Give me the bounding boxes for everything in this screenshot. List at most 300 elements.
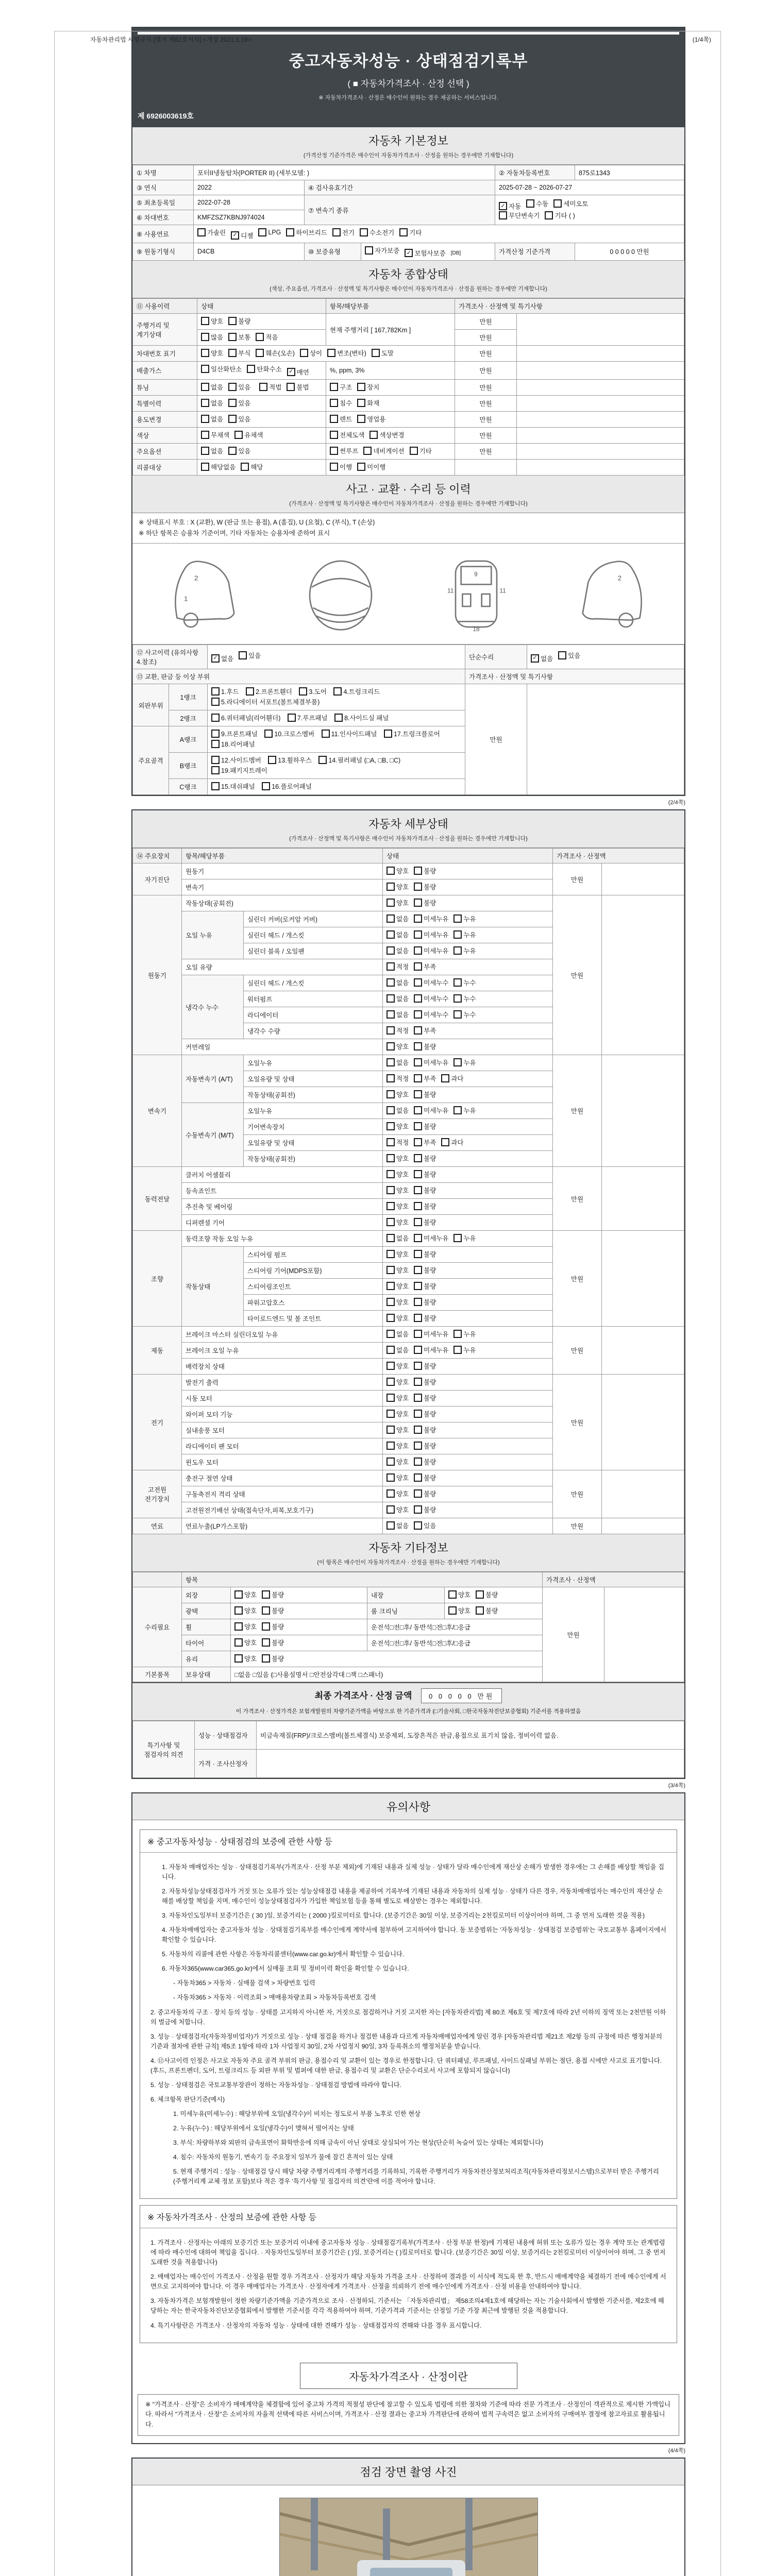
checkbox-option[interactable]: 있음 bbox=[414, 1521, 436, 1530]
checkbox-option[interactable]: 기타 ( ) bbox=[545, 211, 575, 220]
price-col-label: 가격조사 · 산정액 및 특기사항 bbox=[465, 669, 684, 684]
checkbox-option[interactable]: 영업용 bbox=[357, 414, 385, 423]
checkbox-option[interactable]: 없음 bbox=[386, 1521, 409, 1530]
checkbox-option[interactable]: 적정 bbox=[386, 1026, 409, 1035]
checkbox-option[interactable]: 적정 bbox=[386, 1074, 409, 1083]
table-row: 튜닝 없음 있음 적법 불법 구조 장치 만원 bbox=[133, 379, 684, 395]
checkbox-option[interactable]: 양호 bbox=[386, 1377, 409, 1386]
checkbox-option[interactable]: 변조(변타) bbox=[327, 348, 366, 358]
checkbox-option[interactable]: 있음 bbox=[228, 446, 250, 455]
checkbox-option[interactable]: 불법 bbox=[287, 382, 309, 392]
notice-item: 4. ⑫사고이력 인정은 사고로 자동차 주요 골격 부위의 판금, 용접수리 및 교환이 있는 경우로 한정합니다. 단 쿼터패널, 루프패널, 사이드실패널 부위는 절단, 용접 시에만 사고로 표기합니다. (후드, 프론트펜더, 도어, 트렁크리드 등 외판 부위 및 범퍼에 대한 판금, 용접수리 및 교환은 단순수리로서 사고에 포함되지 않습니다) bbox=[150, 2057, 662, 2074]
svg-text:11: 11 bbox=[499, 586, 507, 594]
checkbox-option[interactable]: 7.루프패널 bbox=[288, 713, 328, 722]
table-row: 차대번호 표기 양호 부식 훼손(오손) 상이 변조(변타) 도말 만원 bbox=[133, 346, 684, 362]
notice-item: 4. 자동차매매업자는 중고자동차 성능 · 상태점검기록부를 매수인에게 계약서에 첨부하여 고지하여야 합니다. 동 보증범위는 '자동차성능 · 상태점검 보증범위'는 국토교통부 홈페이지에서 확인할 수 있습니다. bbox=[162, 1926, 666, 1944]
page-mark-2: (2/4쪽) bbox=[668, 800, 685, 806]
checkbox-option[interactable]: ✓ 매연 bbox=[287, 367, 309, 377]
checkbox-option[interactable]: 불량 bbox=[414, 882, 436, 891]
checkbox-option[interactable]: 세미오토 bbox=[553, 199, 588, 208]
checkbox-option[interactable]: 불량 bbox=[262, 1622, 284, 1631]
checkbox-option[interactable]: 불량 bbox=[414, 1505, 436, 1514]
table-row: 오일유량 및 상태 적정 부족 과다 bbox=[133, 1071, 684, 1087]
table-row: 냉각수 누수 실린더 헤드 / 개스킷 없음 미세누수 누수 bbox=[133, 975, 684, 991]
table-row: 리콜대상 해당없음 해당 이행 미이행 bbox=[133, 459, 684, 475]
checkbox-option[interactable]: 유채색 bbox=[234, 430, 263, 439]
checkbox-option[interactable]: 불량 bbox=[414, 1265, 436, 1275]
checkbox-option[interactable]: 자가보증 bbox=[365, 246, 399, 255]
table-row: 특별이력 없음 있음 침수 화재 만원 bbox=[133, 395, 684, 411]
checkbox-option[interactable]: 기타 bbox=[410, 446, 432, 455]
checkbox-option[interactable]: 16.플로어패널 bbox=[262, 782, 312, 791]
reg-no-value: 875로1343 bbox=[575, 165, 684, 180]
checkbox-option[interactable]: 9.프론트패널 bbox=[211, 729, 258, 738]
checkbox-option[interactable]: 5.라디에이터 서포트(볼트체결부품) bbox=[211, 697, 320, 706]
checkbox-option[interactable]: 미세누유 bbox=[414, 1233, 448, 1243]
checkbox-option[interactable]: 없음 bbox=[386, 1345, 409, 1354]
vin-value: KMFZSZ7KBNJ974024 bbox=[194, 210, 305, 225]
checkbox-option[interactable]: 양호 bbox=[386, 1393, 409, 1402]
checkbox-option[interactable]: 불량 bbox=[414, 1217, 436, 1227]
checkbox-option[interactable]: 불량 bbox=[414, 1441, 436, 1450]
checkbox-option[interactable]: 없음 bbox=[201, 414, 223, 423]
checkbox-option[interactable]: 양호 bbox=[386, 1281, 409, 1291]
checkbox-option[interactable]: 수동 bbox=[526, 199, 548, 208]
table-row: 오일 누유 실린더 커버(로커암 커버) 없음 미세누유 누유 bbox=[133, 911, 684, 927]
notice-item: 2. 중고자동차의 구조 · 장치 등의 성능 · 상태를 고지하지 아니한 자, 거짓으로 점검하거나 거짓 고지한 자는 [자동차관리법] 제 80조 제6호 및 제7호에 따라 2년 이하의 징역 또는 2천만원 이하의 벌금에 처합니다. bbox=[150, 2008, 666, 2026]
appraiser-label: 가격 · 조사산정자 bbox=[195, 1750, 257, 1778]
checkbox-option[interactable]: 양호 bbox=[448, 1590, 470, 1599]
table-row: 용도변경 없음 있음 렌트 영업용 만원 bbox=[133, 411, 684, 427]
checkbox-option[interactable]: 누유 bbox=[453, 914, 476, 923]
table-row: 추진축 및 베어링 양호 불량 bbox=[133, 1199, 684, 1215]
checkbox-option[interactable]: 없음 bbox=[386, 1329, 409, 1338]
notice-item: - 자동차365 > 자동차 · 이력조회 > 매매용차량조회 > 자동차등록번호 검색 bbox=[173, 1994, 376, 2002]
table-row: 파워고압호스 양호 불량 bbox=[133, 1295, 684, 1311]
checkbox-option[interactable]: 없음 bbox=[386, 914, 409, 923]
checkbox-option[interactable]: 양호 bbox=[386, 1265, 409, 1275]
checkbox-option[interactable]: 누유 bbox=[453, 1106, 476, 1115]
checkbox-option[interactable]: 누유 bbox=[453, 1345, 476, 1354]
checkbox-option[interactable]: 누유 bbox=[453, 946, 476, 955]
table-row: 전기 발전기 출력 양호 불량 만원 bbox=[133, 1375, 684, 1391]
table-row: 제동 브레이크 마스터 실린더오일 누유 없음 미세누유 누유 만원 bbox=[133, 1327, 684, 1343]
table-row: 주요옵션 없음 있음 썬루프 네비게이션 기타 만원 bbox=[133, 443, 684, 459]
checkbox-option[interactable]: 불량 bbox=[414, 1393, 436, 1402]
checkbox-option[interactable]: 도말 bbox=[372, 348, 394, 358]
checkbox-option[interactable]: 해당없음 bbox=[201, 462, 236, 471]
doc-number: 제 6926003619호 bbox=[138, 112, 194, 120]
model-year-value: 2022 bbox=[194, 180, 305, 195]
checkbox-option[interactable]: 렌트 bbox=[330, 414, 352, 423]
checkbox-option[interactable]: 양호 bbox=[386, 1185, 409, 1195]
checkbox-option[interactable]: 불량 bbox=[414, 1201, 436, 1211]
overall-title: 자동차 종합상태 bbox=[368, 268, 448, 281]
checkbox-option[interactable]: 있음 bbox=[228, 382, 250, 392]
detail-col-price: 가격조사 · 산정액 bbox=[553, 849, 684, 863]
checkbox-option[interactable]: 없음 bbox=[386, 994, 409, 1003]
checkbox-option[interactable]: 화재 bbox=[357, 398, 379, 408]
checkbox-option[interactable]: 무단변속기 bbox=[499, 211, 540, 220]
table-row: 수리필요 외장 양호 불량 내장 양호 불량 만원 bbox=[133, 1587, 684, 1603]
table-row: 워터펌프 없음 미세누수 누수 bbox=[133, 991, 684, 1007]
checkbox-option[interactable]: 양호 bbox=[386, 1505, 409, 1514]
notice-item: 5. 자동차의 리콜에 관한 사항은 자동차리콜센터(www.car.go.kr)에서 확인할 수 있습니다. bbox=[162, 1951, 405, 1958]
checkbox-option[interactable]: 있음 bbox=[558, 651, 580, 660]
notice-item: 2. 매매업자는 매수인이 가격조사 · 산정을 원할 경우 가격조사 · 산정자가 해당 자동차 가격을 조사 · 산정하여 결과를 이 서식에 적도록 한 후, 반드시 매매계약을 체결하기 전에 매수인에게 서면으로 고지하여야 합니다. 이 경우 매매업자는 가격조사 · 산정자에게 가격조사 · 산정을 의뢰하기 전에 매수인에게 가격조사 · 산정 비용을 안내하여야 합니다. bbox=[150, 2273, 666, 2291]
inspector-opinion: 비금속재질(FRP)/크로스멤버(볼트체결식) 보증제외, 도장흔적은 판금,용접으로 표기치 않음, 정비이력 없음. bbox=[257, 1721, 684, 1750]
table-row: 원동기 작동상태(공회전) 양호 불량 만원 bbox=[133, 895, 684, 911]
checkbox-option[interactable]: 양호 bbox=[448, 1606, 470, 1615]
checkbox-option[interactable]: 양호 bbox=[234, 1606, 257, 1615]
checkbox-option[interactable]: 불량 bbox=[414, 1489, 436, 1498]
checkbox-option[interactable]: 8.사이드실 패널 bbox=[334, 713, 389, 722]
checkbox-option[interactable]: 미세누유 bbox=[414, 946, 448, 955]
checkbox-option[interactable]: 부족 bbox=[414, 962, 436, 971]
checkbox-option[interactable]: 불량 bbox=[414, 898, 436, 907]
overall-subtitle: (색상, 주요옵션, 가격조사 · 산정액 및 특기사항은 매수인이 자동차가격조사 · 산정을 원하는 경우에만 기재합니다) bbox=[270, 286, 547, 292]
scan-page-edge bbox=[54, 31, 721, 2576]
checkbox-option[interactable]: 10.크로스멤버 bbox=[264, 729, 314, 738]
svg-text:1: 1 bbox=[183, 594, 188, 602]
checkbox-option[interactable]: 장치 bbox=[357, 382, 379, 392]
table-row: 실내송풍 모터 양호 불량 bbox=[133, 1422, 684, 1438]
checkbox-option[interactable]: 12.사이드멤버 bbox=[211, 755, 261, 765]
checkbox-option[interactable]: 누유 bbox=[453, 930, 476, 939]
notice-item: 3. 부식: 차량하부와 외판의 금속표면이 화학반응에 의해 금속이 아닌 상태로 상실되어 가는 현상(단순히 녹슬어 있는 상태는 제외합니다) bbox=[173, 2139, 543, 2146]
table-row: 연료 연료누출(LP가스포함) 없음 있음 만원 bbox=[133, 1518, 684, 1534]
table-row: 자기진단 원동기 양호 불량 만원 bbox=[133, 863, 684, 879]
checkbox-option[interactable]: 미세누수 bbox=[414, 978, 448, 987]
first-reg-label: ⑤ 최초등록일 bbox=[133, 195, 194, 210]
simple-repair-label: 단순수리 bbox=[465, 645, 527, 669]
checkbox-option[interactable]: 수소전기 bbox=[360, 228, 394, 237]
checkbox-option[interactable]: 17.트렁크플로어 bbox=[384, 729, 440, 738]
checkbox-option[interactable]: ✓ 없음 bbox=[211, 654, 233, 663]
table-row: 변속기 양호 불량 bbox=[133, 879, 684, 895]
checkbox-option[interactable]: 없음 bbox=[386, 930, 409, 939]
checkbox-option[interactable]: 양호 bbox=[386, 866, 409, 875]
checkbox-option[interactable]: 1.후드 bbox=[211, 687, 239, 696]
checkbox-option[interactable]: 양호 bbox=[386, 1154, 409, 1163]
svg-text:2: 2 bbox=[194, 573, 198, 582]
table-row: 등속죠인트 양호 불량 bbox=[133, 1183, 684, 1199]
base-price-label: 가격산정 기준가격 bbox=[495, 243, 575, 261]
checkbox-option[interactable]: 없음 bbox=[386, 1010, 409, 1019]
table-row: 작동상태(공회전) 양호 불량 bbox=[133, 1151, 684, 1167]
checkbox-option[interactable]: 미세누유 bbox=[414, 930, 448, 939]
notice-item: 6. 자동차365(www.car365.go.kr)에서 실매물 조회 및 정비이력 확인을 확인할 수 있습니다. bbox=[162, 1965, 409, 1973]
checkbox-option[interactable]: 불량 bbox=[414, 1122, 436, 1131]
table-row: 윈도우 모터 양호 불량 bbox=[133, 1454, 684, 1470]
checkbox-option[interactable]: 불량 bbox=[262, 1606, 284, 1615]
notice-item: 6. 체크항목 판단기준(예시) bbox=[150, 2095, 225, 2103]
svg-text:11: 11 bbox=[447, 586, 454, 594]
car-name-value: 포터II냉동탑차(PORTER II) (세부모델: ) bbox=[194, 165, 495, 180]
table-row: 주요골격 A랭크 9.프론트패널 10.크로스멤버 11.인사이드패널 17.트렁크플로어 18.리어패널 bbox=[133, 726, 684, 753]
checkbox-option[interactable]: 양호 bbox=[386, 1409, 409, 1418]
checkbox-option[interactable]: 양호 bbox=[234, 1590, 257, 1599]
checkbox-option[interactable]: 미이행 bbox=[357, 462, 385, 471]
checkbox-option[interactable]: 과다 bbox=[441, 1074, 463, 1083]
appraisal-definition-title: 자동차가격조사 · 산정이란 bbox=[300, 2363, 517, 2389]
fuel-label: ⑧ 사용연료 bbox=[133, 225, 194, 243]
table-row: 작동상태(공회전) 양호 불량 bbox=[133, 1087, 684, 1103]
checkbox-option[interactable]: 15.대쉬패널 bbox=[211, 782, 255, 791]
checkbox-option[interactable]: 적정 bbox=[386, 1138, 409, 1147]
checkbox-option[interactable]: 많음 bbox=[201, 332, 223, 342]
checkbox-option[interactable]: 불량 bbox=[414, 1473, 436, 1482]
warranty-db-tag: [DB] bbox=[450, 250, 461, 256]
checkbox-option[interactable]: 미세누유 bbox=[414, 1329, 448, 1338]
checkbox-option[interactable]: 없음 bbox=[201, 446, 223, 455]
checkbox-option[interactable]: 양호 bbox=[386, 1361, 409, 1370]
checkbox-option[interactable]: 불량 bbox=[414, 1249, 436, 1259]
checkbox-option[interactable]: 양호 bbox=[234, 1654, 257, 1663]
checkbox-option[interactable]: 불량 bbox=[414, 866, 436, 875]
table-row: 라디에이터 팬 모터 양호 불량 bbox=[133, 1438, 684, 1454]
model-year-label: ③ 연식 bbox=[133, 180, 194, 195]
checkbox-option[interactable]: 있음 bbox=[239, 651, 261, 660]
checkbox-option[interactable]: 미세누유 bbox=[414, 1106, 448, 1115]
checkbox-option[interactable]: 양호 bbox=[386, 1122, 409, 1131]
checkbox-option[interactable]: 6.쿼터패널(리어휀더) bbox=[211, 713, 280, 722]
checkbox-option[interactable]: 불량 bbox=[414, 1170, 436, 1179]
checkbox-option[interactable]: 부족 bbox=[414, 1026, 436, 1035]
checkbox-option[interactable]: ✓ 자동 bbox=[499, 201, 521, 211]
table-row: 오일유량 및 상태 적정 부족 과다 bbox=[133, 1135, 684, 1151]
table-row: 브레이크 오일 누유 없음 미세누유 누유 bbox=[133, 1343, 684, 1359]
final-price-note: 이 가격조사 · 산정가격은 보험개발원의 차량기준가액을 바탕으로 한 기준가격과 (□기술사회, □한국자동차진단보증협회) 기준서를 적용하였음 bbox=[236, 1708, 581, 1715]
checkbox-option[interactable]: 불량 bbox=[262, 1654, 284, 1663]
checkbox-option[interactable]: 불량 bbox=[414, 1297, 436, 1307]
checkbox-option[interactable]: 미세누수 bbox=[414, 994, 448, 1003]
checkbox-option[interactable]: 훼손(오손) bbox=[256, 348, 295, 358]
checkbox-option[interactable]: 양호 bbox=[386, 882, 409, 891]
checkbox-option[interactable]: 일산화탄소 bbox=[201, 364, 242, 374]
checkbox-option[interactable]: 침수 bbox=[330, 398, 352, 408]
table-row: 작동상태 스티어링 펌프 양호 불량 bbox=[133, 1247, 684, 1263]
checkbox-option[interactable]: 양호 bbox=[386, 1489, 409, 1498]
checkbox-option[interactable]: 없음 bbox=[386, 1106, 409, 1115]
table-row: 고전원 전기장치 충전구 절연 상태 양호 불량 만원 bbox=[133, 1470, 684, 1486]
checkbox-option[interactable]: 미세누유 bbox=[414, 914, 448, 923]
final-price-value: 0 0 0 0 0 만원 bbox=[421, 1688, 502, 1703]
table-row: 외판부위 1랭크 1.후드 2.프론트휀더 3.도어 4.트렁크리드 5.라디에이터 서포트(볼트체결부품) 만원 bbox=[133, 684, 684, 710]
checkbox-option[interactable]: 색상변경 bbox=[369, 430, 404, 439]
checkbox-option[interactable]: 2.프론트휀더 bbox=[246, 687, 292, 696]
checkbox-option[interactable]: 누유 bbox=[453, 1233, 476, 1243]
checkbox-option[interactable]: 불량 bbox=[414, 1042, 436, 1051]
checkbox-option[interactable]: 무채색 bbox=[201, 430, 229, 439]
table-row: 색상 무채색 유채색 전체도색 색상변경 만원 bbox=[133, 427, 684, 443]
table-row: 동력전달 클러치 어셈블리 양호 불량 만원 bbox=[133, 1167, 684, 1183]
notice-item: 1. 미세누유(미세누수) : 해당부위에 오일(냉각수)이 비치는 정도로서 부품 노후로 인한 현상 bbox=[173, 2110, 421, 2117]
checkbox-option[interactable]: 누수 bbox=[453, 1010, 476, 1019]
checkbox-option[interactable]: 양호 bbox=[386, 1217, 409, 1227]
checkbox-option[interactable]: 탄화수소 bbox=[247, 364, 281, 374]
checkbox-option[interactable]: 불량 bbox=[262, 1638, 284, 1647]
checkbox-option[interactable]: 불량 bbox=[414, 1425, 436, 1434]
checkbox-option[interactable]: 불량 bbox=[262, 1590, 284, 1599]
checkbox-option[interactable]: 적정 bbox=[386, 962, 409, 971]
table-row: 오일 유량 적정 부족 bbox=[133, 959, 684, 975]
table-row: 항목 가격조사 · 산정액 bbox=[133, 1572, 684, 1587]
checkbox-option[interactable]: 적음 bbox=[256, 332, 278, 342]
svg-text:18: 18 bbox=[473, 625, 480, 633]
table-row: B랭크 12.사이드멤버 13.휠하우스 14.필러패널 (□A, □B, □C) 19.패키지트레이 bbox=[133, 753, 684, 779]
table-row: 기본품목 보유상태 □없음 □있음 (□사용설명서 □안전삼각대 □잭 □스패너) bbox=[133, 1667, 684, 1682]
checkbox-option[interactable]: 전기 bbox=[332, 228, 355, 237]
table-row: 조향 동력조향 작동 오일 누유 없음 미세누유 누유 만원 bbox=[133, 1231, 684, 1247]
checkbox-option[interactable]: 보통 bbox=[228, 332, 250, 342]
table-row: 와이퍼 모터 기능 양호 불량 bbox=[133, 1406, 684, 1422]
checkbox-option[interactable]: 있음 bbox=[228, 414, 250, 423]
checkbox-option[interactable]: 불량 bbox=[414, 1457, 436, 1466]
checkbox-option[interactable]: 없음 bbox=[386, 1058, 409, 1067]
checkbox-option[interactable]: 없음 bbox=[386, 978, 409, 987]
checkbox-option[interactable]: 양호 bbox=[386, 1170, 409, 1179]
table-row: 휠 양호 불량 운전석□전□후/ 동반석□전□후/□응급 bbox=[133, 1619, 684, 1635]
checkbox-option[interactable]: 양호 bbox=[386, 1090, 409, 1099]
checkbox-option[interactable]: 상이 bbox=[300, 348, 322, 358]
checkbox-option[interactable]: 과다 bbox=[441, 1138, 463, 1147]
checkbox-option[interactable]: 불량 bbox=[476, 1606, 498, 1615]
checkbox-option[interactable]: 양호 bbox=[386, 1473, 409, 1482]
checkbox-option[interactable]: 없음 bbox=[386, 1233, 409, 1243]
form-meta: 자동차관리법 시행규칙 [별지 제82호서식] <개정 2021.1.19> bbox=[90, 36, 251, 43]
checkbox-option[interactable]: 네비게이션 bbox=[363, 446, 404, 455]
doc-subnote: ※ 자동차가격조사 · 산정은 매수인이 원하는 경우 제공하는 서비스입니다. bbox=[318, 95, 498, 101]
checkbox-option[interactable]: 양호 bbox=[201, 316, 223, 326]
notice-item: 1. 가격조사 · 산정자는 아래의 보증기간 또는 보증거리 이내에 중고자동차 성능 · 상태점검기록부(가격조사 · 산정 부분 한정)에 기재된 내용에 허위 또는 오류가 있는 경우 계약 또는 관계법령에 따라 매수인에 대하여 책임을 집니다. · 자동차인도일부터 보증기간은 ( )일, 보증거리는 ( )킬로미터로 합니다. (보증기간은 30일 이상, 보증거리는 2천킬로미터 이상이어야 하며, 그 중 먼저 도래한 것을 적용합니다) bbox=[150, 2239, 666, 2266]
checkbox-option[interactable]: 누유 bbox=[453, 1058, 476, 1067]
checkbox-option[interactable]: 미세누수 bbox=[414, 1010, 448, 1019]
checkbox-option[interactable]: 양호 bbox=[386, 1042, 409, 1051]
checkbox-option[interactable]: 이행 bbox=[330, 462, 352, 471]
checkbox-option[interactable]: ✓ 디젤 bbox=[231, 231, 253, 240]
checkbox-option[interactable]: 14.필러패널 (□A, □B, □C) bbox=[318, 755, 400, 765]
detail-col-item: 항목/해당부품 bbox=[182, 849, 383, 863]
checkbox-option[interactable]: 양호 bbox=[386, 1249, 409, 1259]
etc-title: 자동차 기타정보 bbox=[368, 1541, 448, 1554]
checkbox-option[interactable]: 불량 bbox=[414, 1313, 436, 1323]
notice-section-heading: ※ 중고자동차성능 · 상태점검의 보증에 관한 사항 등 bbox=[140, 1830, 677, 1853]
checkbox-option[interactable]: 불량 bbox=[414, 1409, 436, 1418]
checkbox-option[interactable]: 양호 bbox=[234, 1622, 257, 1631]
checkbox-option[interactable]: 가솔린 bbox=[197, 228, 226, 237]
checkbox-option[interactable]: 불량 bbox=[476, 1590, 498, 1599]
checkbox-option[interactable]: 구조 bbox=[330, 382, 352, 392]
checkbox-option[interactable]: 양호 bbox=[386, 1313, 409, 1323]
checkbox-option[interactable]: 양호 bbox=[386, 1457, 409, 1466]
checkbox-option[interactable]: 누수 bbox=[453, 978, 476, 987]
inspection-period-value: 2025-07-28 ~ 2026-07-27 bbox=[495, 180, 684, 195]
checkbox-option[interactable]: 미세누유 bbox=[414, 1345, 448, 1354]
checkbox-option[interactable]: 불량 bbox=[228, 316, 250, 326]
doc-subtitle: ( ■ 자동차가격조사 · 산정 선택 ) bbox=[347, 79, 469, 89]
checkbox-option[interactable]: 하이브리드 bbox=[286, 228, 327, 237]
table-row: 변속기 자동변속기 (A/T) 오일누유 없음 미세누유 누유 만원 bbox=[133, 1055, 684, 1071]
table-row: 실린더 헤드 / 개스킷 없음 미세누유 누유 bbox=[133, 927, 684, 943]
checkbox-option[interactable]: LPG bbox=[258, 228, 281, 236]
checkbox-option[interactable]: 부족 bbox=[414, 1138, 436, 1147]
table-row: 기어변속장치 양호 불량 bbox=[133, 1119, 684, 1135]
checkbox-option[interactable]: 4.트렁크리드 bbox=[333, 687, 380, 696]
page-mark-4: (4/4쪽) bbox=[668, 2447, 685, 2454]
checkbox-option[interactable]: 불량 bbox=[414, 1154, 436, 1163]
notice-item: 5. 현재 주행거리 : 성능 · 상태점검 당시 해당 차량 주행거리계의 주행거리를 기록하되, 기록한 주행거리가 자동차전산정보처리조직(자동차관리정보시스템)으로부터 받은 주행거리(주행거리계 교체 정보 포함)보다 적은 경우 '특기사항 및 점검자의 의견'란에 이를 적어야 합니다. bbox=[173, 2168, 659, 2185]
checkbox-option[interactable]: 해당 bbox=[241, 462, 263, 471]
checkbox-option[interactable]: 불량 bbox=[414, 1281, 436, 1291]
checkbox-option[interactable]: ✓ 없음 bbox=[531, 654, 553, 663]
table-row: 스티어링 기어(MDPS포함) 양호 불량 bbox=[133, 1263, 684, 1279]
final-price-label: 최종 가격조사 · 산정 금액 bbox=[314, 1691, 412, 1701]
checkbox-option[interactable]: 누수 bbox=[453, 994, 476, 1003]
checkbox-option[interactable]: 전체도색 bbox=[330, 430, 364, 439]
table-row: 많음 보통 적음 만원 bbox=[133, 330, 684, 346]
accident-history-label: ⑫ 사고이력 (유의사항 4.참조) bbox=[133, 645, 208, 669]
notice-item: 3. 성능 · 상태점검자(자동차정비업자)가 거짓으로 성능 · 상태 점검을 하거나 점검한 내용과 다르게 자동차매매업자에게 알린 경우 [자동차관리법 제21조 제2항 등의 규정에 따른 행정처분의 기준과 절차에 관한 규칙] 제5조 1항에 따라 1차 사업정지 30일, 2차 사업정지 90일, 3차 등록취소의 행정처분을 받습니다. bbox=[150, 2032, 662, 2050]
checkbox-option[interactable]: 불량 bbox=[414, 1361, 436, 1370]
detail-title: 자동차 세부상태 bbox=[368, 818, 448, 831]
doc-title: 중고자동차성능 · 상태점검기록부 bbox=[289, 52, 528, 70]
inspection-period-label: ④ 검사유효기간 bbox=[305, 180, 495, 195]
checkbox-option[interactable]: 양호 bbox=[386, 1425, 409, 1434]
checkbox-option[interactable]: 양호 bbox=[386, 1297, 409, 1307]
checkbox-option[interactable]: 있음 bbox=[228, 398, 250, 408]
checkbox-option[interactable]: 양호 bbox=[201, 348, 223, 358]
checkbox-option[interactable]: 양호 bbox=[386, 1201, 409, 1211]
checkbox-option[interactable]: 3.도어 bbox=[299, 687, 327, 696]
table-row: 시동 모터 양호 불량 bbox=[133, 1391, 684, 1406]
checkbox-option[interactable]: 없음 bbox=[201, 398, 223, 408]
checkbox-option[interactable]: 썬루프 bbox=[330, 446, 358, 455]
checkbox-option[interactable]: 양호 bbox=[386, 1441, 409, 1450]
table-row: 수동변속기 (M/T) 오일누유 없음 미세누유 누유 bbox=[133, 1103, 684, 1119]
checkbox-option[interactable]: 불량 bbox=[414, 1090, 436, 1099]
checkbox-option[interactable]: 18.리어패널 bbox=[211, 739, 255, 749]
notice-item: 4. 침수: 자동차의 원동기, 변속기 등 주요장치 일부가 물에 잠긴 흔적이 있는 상태 bbox=[173, 2154, 393, 2161]
checkbox-option[interactable]: 기타 bbox=[399, 228, 422, 237]
checkbox-option[interactable]: 양호 bbox=[234, 1638, 257, 1647]
checkbox-option[interactable]: 없음 bbox=[386, 946, 409, 955]
checkbox-option[interactable]: 적법 bbox=[259, 382, 281, 392]
checkbox-option[interactable]: 부족 bbox=[414, 1074, 436, 1083]
checkbox-option[interactable]: 미세누유 bbox=[414, 1058, 448, 1067]
table-row: 커먼레일 양호 불량 bbox=[133, 1039, 684, 1055]
table-row: 디퍼렌셜 기어 양호 불량 bbox=[133, 1215, 684, 1231]
checkbox-option[interactable]: 양호 bbox=[386, 898, 409, 907]
checkbox-option[interactable]: 19.패키지트레이 bbox=[211, 766, 267, 775]
notice-item: 4. 특기사항란은 가격조사 · 산정자의 자동차 성능 · 상태에 대한 견해가 성능 · 상태점검자의 견해와 다를 경우 표시합니다. bbox=[150, 2321, 482, 2329]
notice-item: 2. 누유(누수) : 해당부위에서 오일(냉각수)이 맺혀서 떨어지는 상태 bbox=[173, 2124, 354, 2132]
checkbox-option[interactable]: 불량 bbox=[414, 1377, 436, 1386]
detail-subtitle: (가격조사 · 산정액 및 특기사항은 매수인이 자동차가격조사 · 산정을 원하는 경우에만 기재합니다) bbox=[289, 836, 528, 842]
checkbox-option[interactable]: ✓ 보험사보증 bbox=[405, 248, 445, 258]
history-note: ※ 하단 항목은 승용차 기준이며, 기타 자동차는 승용차에 준하여 표시 bbox=[139, 529, 330, 537]
table-row: 스티어링조인트 양호 불량 bbox=[133, 1279, 684, 1295]
checkbox-option[interactable]: 없음 bbox=[201, 382, 223, 392]
checkbox-option[interactable]: 불량 bbox=[414, 1185, 436, 1195]
checkbox-option[interactable]: 11.인사이드패널 bbox=[322, 729, 377, 738]
checkbox-option[interactable]: 누유 bbox=[453, 1329, 476, 1338]
page-mark-1: (1/4쪽) bbox=[692, 36, 711, 43]
table-row: 냉각수 수량 적정 부족 bbox=[133, 1023, 684, 1039]
checkbox-option[interactable]: 부식 bbox=[228, 348, 250, 358]
table-row: ⑪ 사용이력 상태 항목/해당부품 가격조사 · 산정액 및 특기사항 bbox=[133, 299, 684, 314]
checkbox-option[interactable]: 13.휠하우스 bbox=[268, 755, 312, 765]
